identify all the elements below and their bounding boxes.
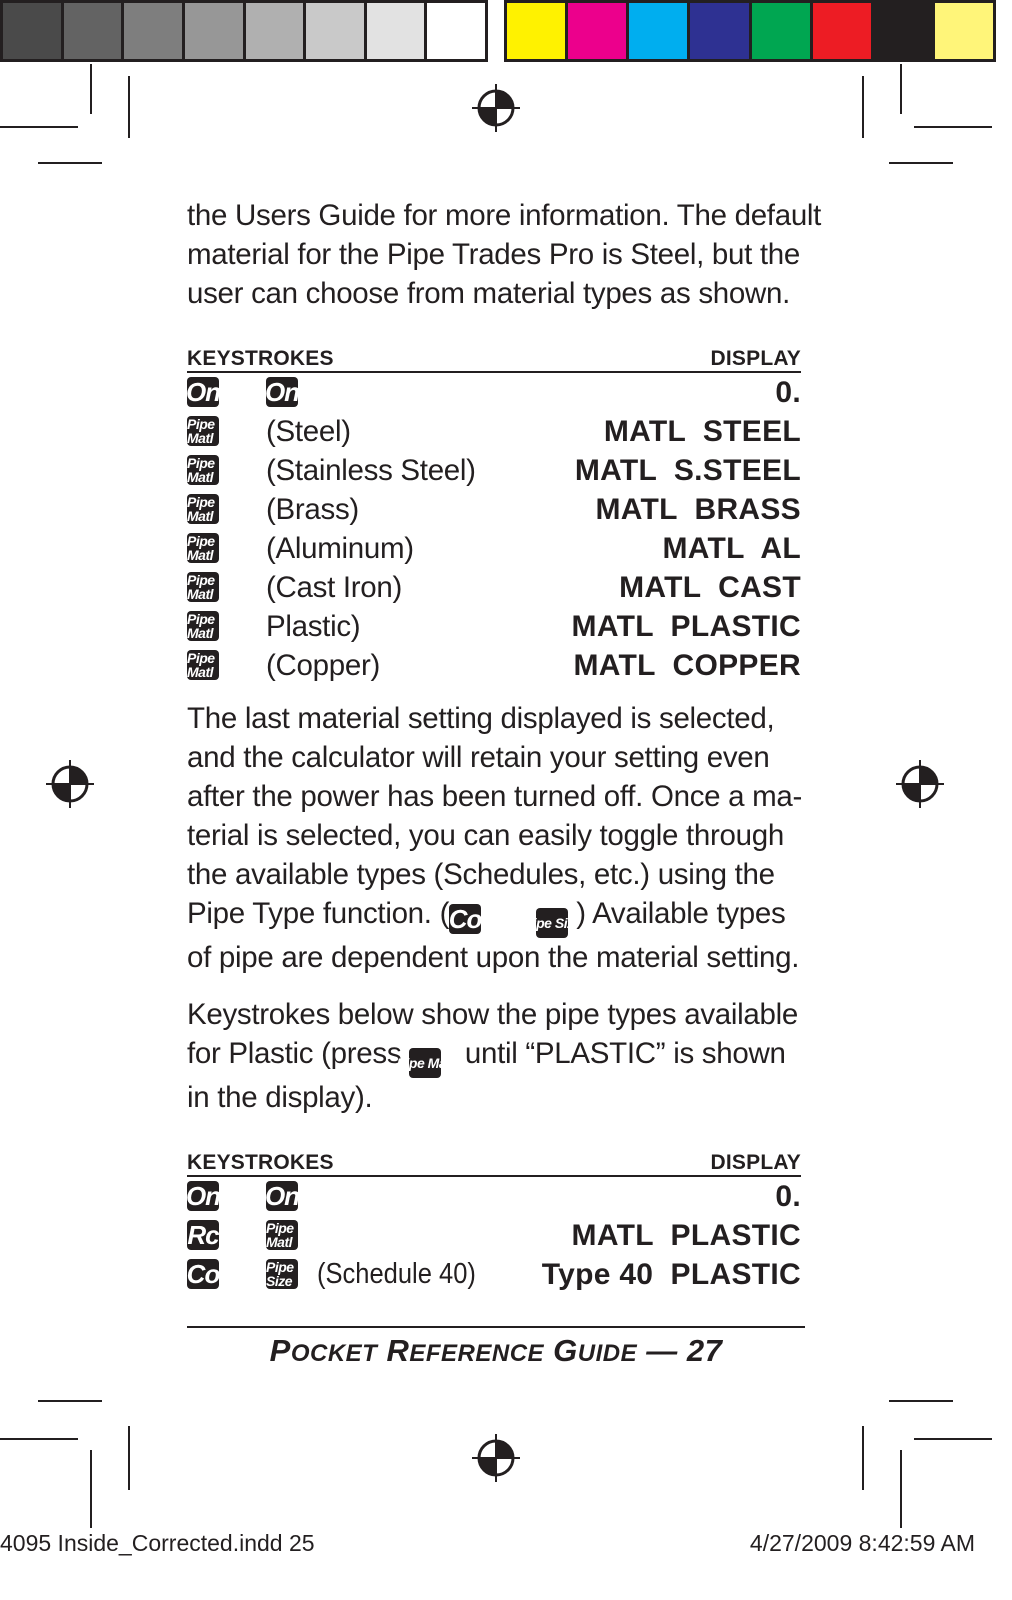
text-line: The last material setting displayed is selected, <box>187 702 775 735</box>
color-swatch <box>427 3 485 59</box>
pipe-matl-key-icon: Pipe Matl <box>187 572 219 602</box>
conv-key-icon: Co <box>448 904 482 934</box>
display-value: MATL AL <box>662 531 801 565</box>
registration-mark-icon <box>472 1434 520 1482</box>
color-swatch <box>935 3 993 59</box>
text-fragment: ) Available types <box>576 897 786 930</box>
table-row <box>187 646 801 685</box>
pipe-matl-key-icon: Pipe Matl <box>187 611 219 641</box>
color-swatch <box>507 3 568 59</box>
text-fragment: Pipe Type function. ( <box>187 897 450 930</box>
color-swatch <box>246 3 307 59</box>
text-line: and the calculator will retain your setting even <box>187 741 770 774</box>
conv-key-icon: Co <box>186 1259 220 1289</box>
table-row <box>187 529 801 568</box>
table-row <box>187 490 801 529</box>
material-label: (Copper) <box>266 648 381 682</box>
crop-mark <box>914 126 992 128</box>
keystrokes-table-header <box>187 1147 801 1177</box>
text-line: user can choose from material types as shown. <box>187 277 791 310</box>
table-row <box>187 1177 801 1216</box>
material-label: (Schedule 40) <box>317 1258 476 1290</box>
crop-mark <box>900 64 902 114</box>
crop-mark <box>889 1400 953 1402</box>
material-label: (Brass) <box>266 492 359 526</box>
color-swatch <box>629 3 690 59</box>
on-key-icon: On <box>185 377 221 407</box>
color-swatch <box>752 3 813 59</box>
display-heading: DISPLAY <box>710 347 801 370</box>
pipe-size-key-icon: Pipe Size <box>536 908 568 938</box>
keystrokes-heading: KEYSTROKES <box>187 347 334 370</box>
color-swatch <box>124 3 185 59</box>
plastic-keystrokes-table <box>187 1177 801 1294</box>
color-swatch <box>3 3 64 59</box>
pipe-matl-key-icon: Pipe Matl <box>187 533 219 563</box>
crop-mark <box>38 162 102 164</box>
on-key-icon: On <box>185 1181 221 1211</box>
crop-mark <box>862 1426 864 1490</box>
color-swatch <box>306 3 367 59</box>
crop-mark <box>0 1438 78 1440</box>
display-value: MATL CAST <box>619 570 801 604</box>
text-line <box>187 1034 807 1078</box>
crop-mark <box>914 1438 992 1440</box>
crop-mark <box>0 126 78 128</box>
material-keystrokes-table <box>187 373 801 685</box>
intro-paragraph <box>187 196 822 313</box>
color-swatch <box>185 3 246 59</box>
display-value: 0. <box>775 375 801 409</box>
display-value: 0. <box>775 1179 801 1213</box>
on-key-icon: On <box>264 377 300 407</box>
display-value: MATL BRASS <box>595 492 801 526</box>
pipe-matl-key-icon: Pipe Matl <box>187 416 219 446</box>
text-line: Keystrokes below show the pipe types available <box>187 998 798 1031</box>
slug-file-info: 4095 Inside_Corrected.indd 25 <box>0 1530 315 1556</box>
display-value: Type 40 PLASTIC <box>541 1257 801 1291</box>
text-line: the available types (Schedules, etc.) using the <box>187 858 775 891</box>
color-swatch <box>690 3 751 59</box>
table-row <box>187 1216 801 1255</box>
color-swatch <box>813 3 874 59</box>
table-row <box>187 451 801 490</box>
plastic-instructions-paragraph <box>187 995 807 1117</box>
crop-mark <box>38 1400 102 1402</box>
crop-mark <box>900 1450 902 1528</box>
crop-mark <box>128 76 130 138</box>
crop-mark <box>128 1426 130 1490</box>
keystrokes-table-header <box>187 343 801 373</box>
page-footer: POCKET REFERENCE GUIDE — 27 <box>269 1333 723 1368</box>
text-line: the Users Guide for more information. The default <box>187 199 822 232</box>
color-swatch <box>367 3 428 59</box>
footer-rule <box>187 1326 805 1328</box>
pipe-matl-key-icon: Pipe Matl <box>187 650 219 680</box>
material-label: Plastic) <box>266 609 361 643</box>
material-label: (Steel) <box>266 414 351 448</box>
text-line: terial is selected, you can easily toggle through <box>187 819 784 852</box>
text-line: after the power has been turned off. Once a ma- <box>187 780 803 813</box>
page-content <box>185 196 822 1294</box>
registration-mark-icon <box>896 760 944 808</box>
table-row <box>187 412 801 451</box>
table-row <box>187 1255 801 1294</box>
process-color-bar <box>504 0 996 62</box>
pipe-size-key-icon: Pipe Size <box>266 1259 298 1289</box>
registration-mark-icon <box>46 760 94 808</box>
slug-timestamp: 4/27/2009 8:42:59 AM <box>749 1530 975 1556</box>
display-value: MATL PLASTIC <box>571 1218 801 1252</box>
pipe-matl-key-icon: Pipe Matl <box>187 494 219 524</box>
grayscale-color-bar <box>0 0 488 62</box>
crop-mark <box>889 162 953 164</box>
table-row <box>187 373 801 412</box>
text-line: of pipe are dependent upon the material setting. <box>187 941 800 974</box>
text-line <box>187 894 807 938</box>
color-swatch <box>874 3 935 59</box>
crop-mark <box>90 1450 92 1528</box>
material-label: (Cast Iron) <box>266 570 403 604</box>
pipe-matl-key-icon: Pipe Matl <box>187 455 219 485</box>
crop-mark <box>862 76 864 138</box>
material-label: (Aluminum) <box>266 531 414 565</box>
display-value: MATL COPPER <box>573 648 801 682</box>
text-fragment: for Plastic (press <box>187 1037 402 1070</box>
table-row <box>187 568 801 607</box>
pipe-matl-key-icon: Pipe Matl <box>409 1048 441 1078</box>
display-value: MATL STEEL <box>603 414 801 448</box>
text-fragment: until “PLASTIC” is shown <box>464 1037 786 1070</box>
color-swatch <box>64 3 125 59</box>
display-value: MATL S.STEEL <box>574 453 801 487</box>
material-setting-paragraph <box>187 699 807 977</box>
table-row <box>187 607 801 646</box>
display-heading: DISPLAY <box>710 1151 801 1174</box>
color-swatch <box>568 3 629 59</box>
text-line: material for the Pipe Trades Pro is Steel, but the <box>187 238 801 271</box>
pipe-matl-key-icon: Pipe Matl <box>266 1220 298 1250</box>
registration-mark-icon <box>472 84 520 132</box>
crop-mark <box>90 64 92 114</box>
material-label: (Stainless Steel) <box>266 453 476 487</box>
on-key-icon: On <box>264 1181 300 1211</box>
keystrokes-heading: KEYSTROKES <box>187 1151 334 1174</box>
recall-key-icon: Rc <box>187 1220 219 1250</box>
text-line: in the display). <box>187 1081 373 1114</box>
display-value: MATL PLASTIC <box>571 609 801 643</box>
